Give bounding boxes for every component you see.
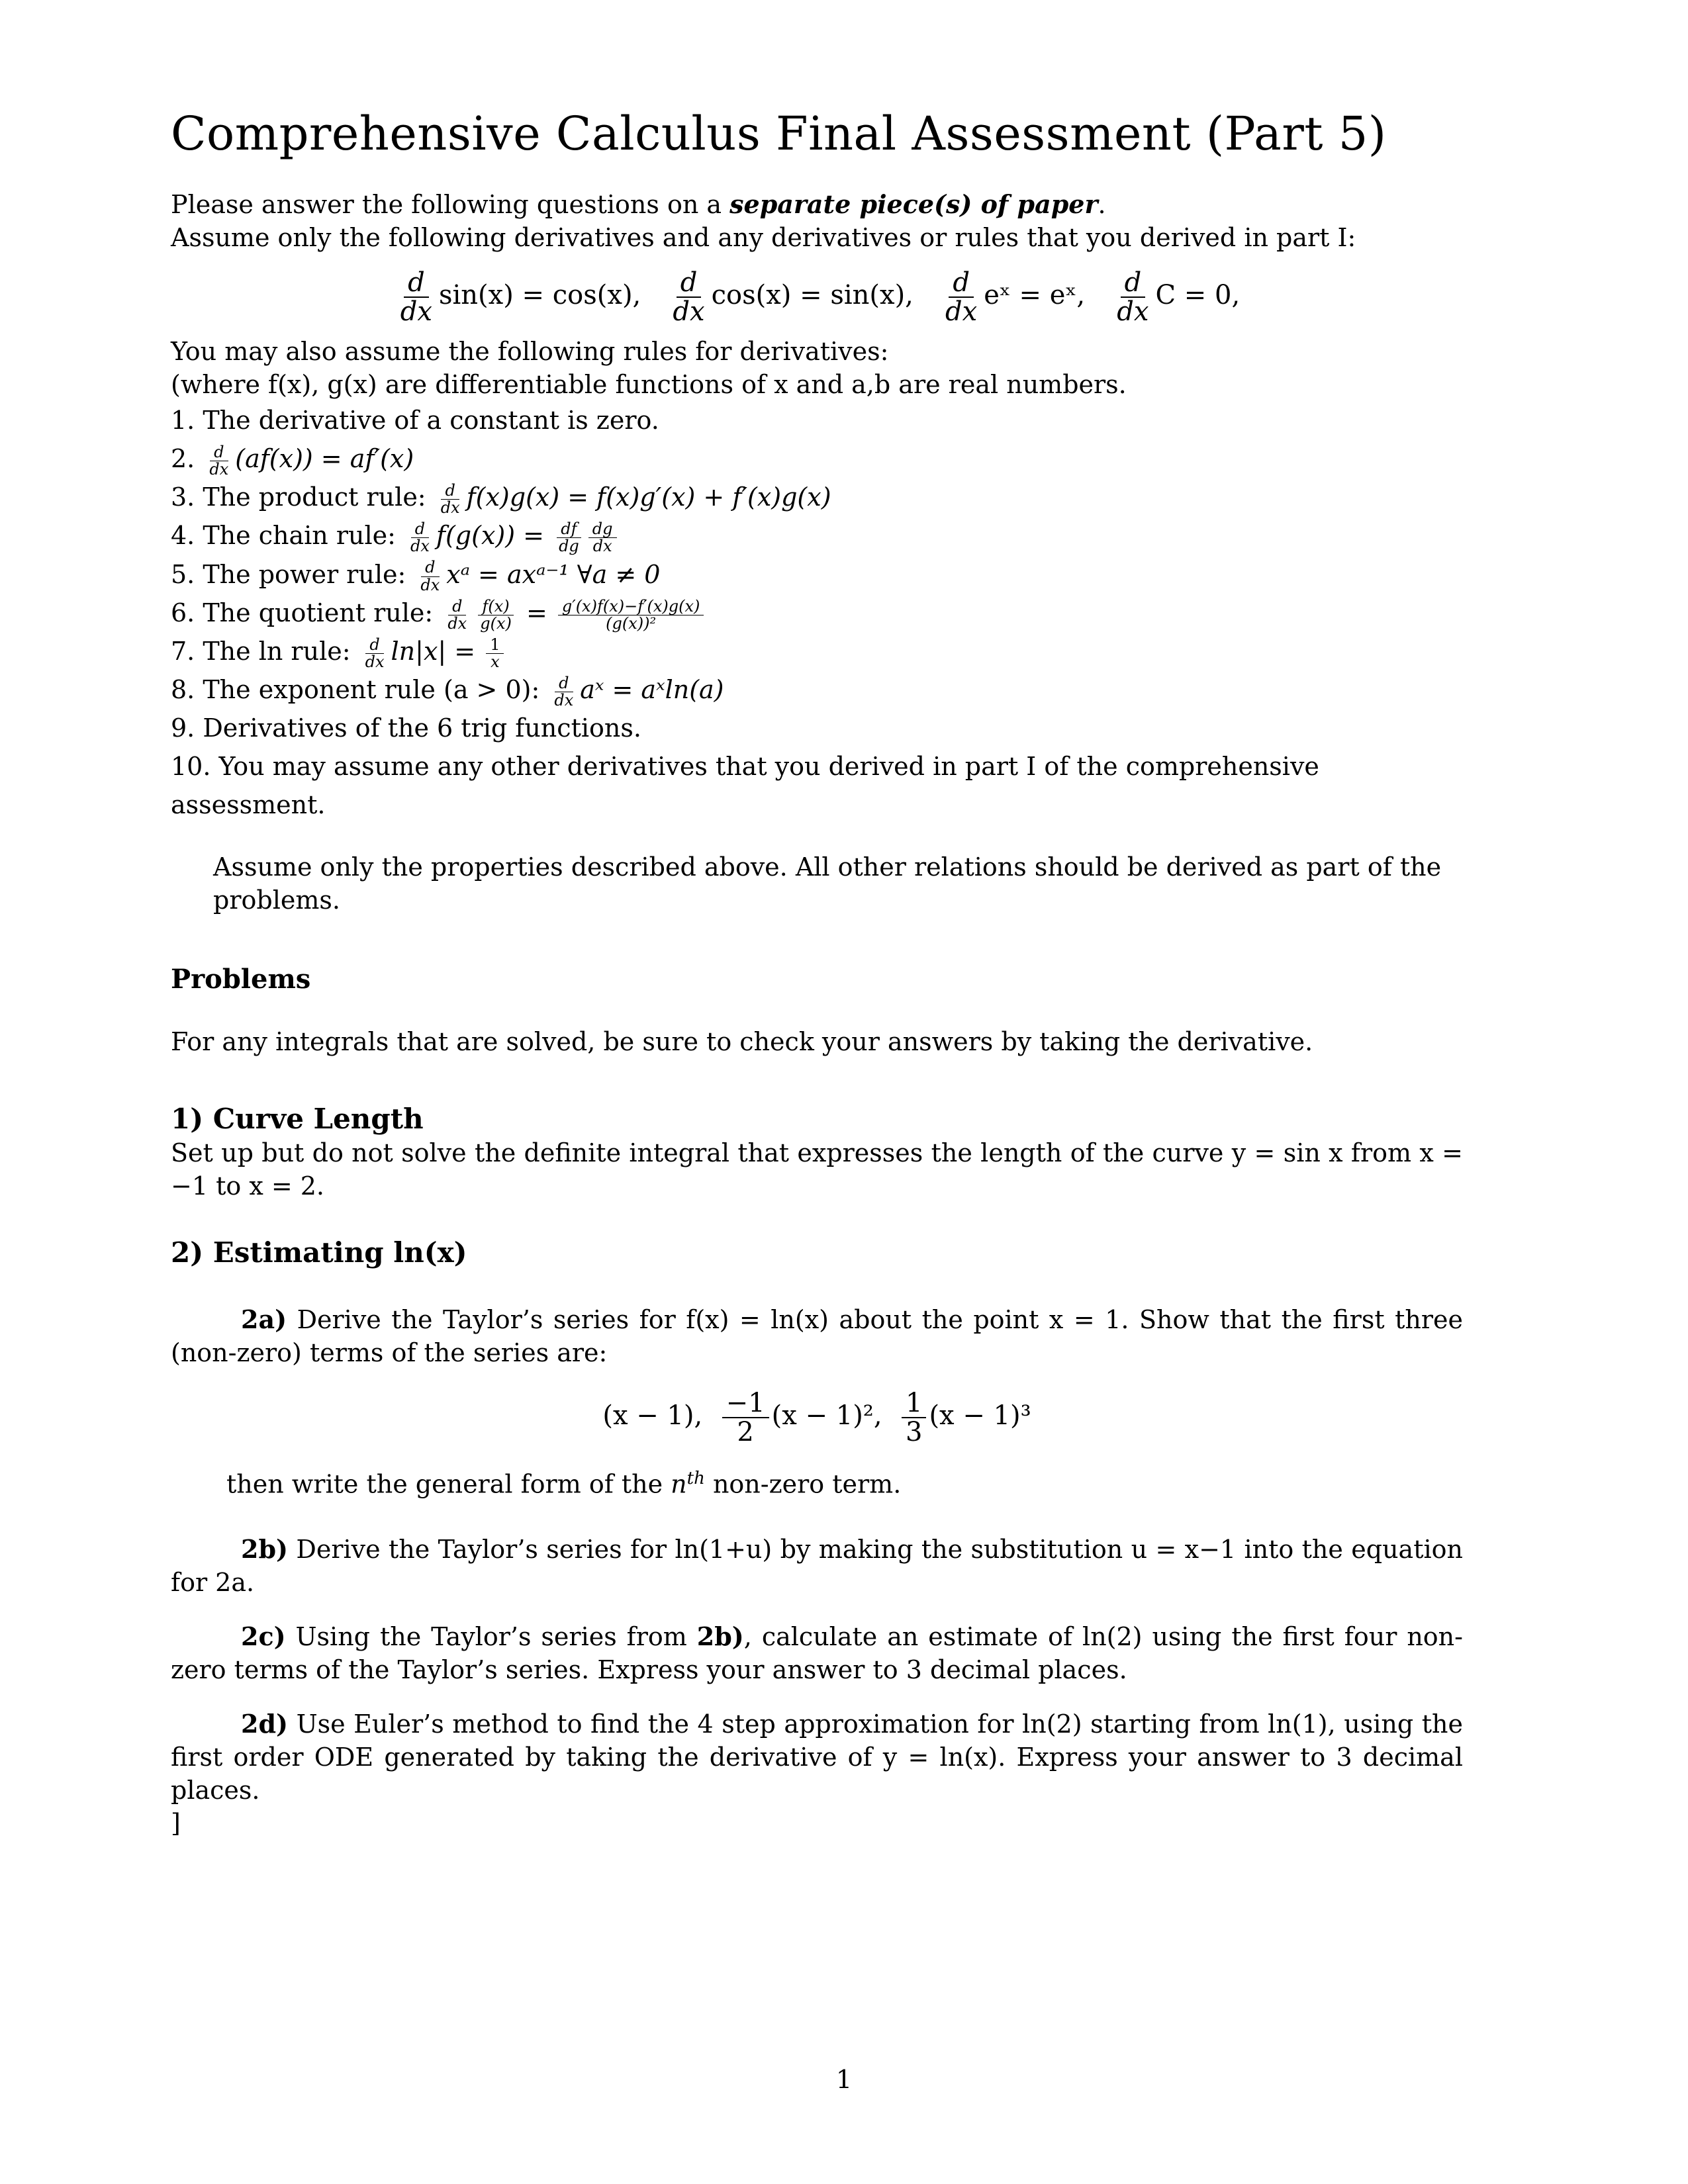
q2a-terms: (x − 1), $\frac{-1}{2}$ (x − 1)², $\frac{1}{3}$ (x − 1)³ [602,1388,1031,1448]
base-derivative-cos: cos(x) = sin(x), [711,280,914,310]
rule-4-chain: 4. The chain rule: $\frac{d}{dx}$ f(g(x)) = $\frac{df}{dg}$ $\frac{dg}{dx}$ [171,516,1463,555]
rule-6-quotient: 6. The quotient rule: $\frac{d}{dx}$ $\frac{f(x)}{g(x)}$ = $\frac{g'(x)f(x)-f'(x)g(x)}{\text{(g(x))²}}$ [171,594,1463,632]
derivative-operator: $\frac{d}{dx}$ [945,267,978,327]
rules-intro-1: You may also assume the following rules for derivatives: [171,337,889,366]
rule-10: 10. You may assume any other derivatives that you derived in part I of the comprehensive assessment. [171,752,1319,820]
assume-note: Assume only the properties described above. All other relations should be derived as part of the problems. [213,852,1442,915]
derivative-operator: $\frac{d}{dx}$ [673,267,705,327]
rule-9: 9. Derivatives of the 6 trig functions. [171,713,641,743]
base-derivative-sin: sin(x) = cos(x), [438,280,641,310]
base-derivatives [171,269,1463,326]
document-title: Comprehensive Calculus Final Assessment (Part 5) [171,107,1387,161]
rule-1: 1. The derivative of a constant is zero. [171,406,659,435]
rule-8-exponent: 8. The exponent rule (a > 0): $\frac{d}{dx}$ aˣ = aˣln(a) [171,673,724,710]
intro-line-1: Please answer the following questions on a separate piece(s) of paper. [171,189,1106,219]
base-derivative-const: C = 0, [1155,280,1241,310]
q2c-text: 2c) Using the Taylor’s series from 2b), calculate an estimate of ln(2) using the first four non-zero terms of the Taylor’s series. Express your answer to 3 decimal places. [171,1621,1463,1684]
problems-heading: Problems [171,964,311,995]
rule-2: 2. $\frac{d}{dx}$ (af(x)) = af′(x) [171,442,414,478]
rules-intro-2: (where f(x), g(x) are differentiable functions of x and a,b are real numbers. [171,370,1127,399]
q2a-followup: then write the general form of the $n^{th}$ non-zero term. [226,1469,902,1499]
page-number: 1 [835,2065,853,2094]
q1-heading: 1) Curve Length [171,1103,424,1136]
q2-heading: 2) Estimating ln(x) [171,1236,467,1269]
rules-list [171,401,1463,824]
base-derivative-exp: eˣ = eˣ, [984,280,1086,310]
q1-text: Set up but do not solve the definite integral that expresses the length of the curve y = sin x from x = −1 to x = 2. [171,1138,1463,1201]
document-page [171,106,1463,1840]
intro-line-2: Assume only the following derivatives and any derivatives or rules that you derived in part I: [171,223,1356,252]
stray-bracket: ] [171,1808,181,1838]
rule-5-power: 5. The power rule: $\frac{d}{dx}$ xᵃ = axᵃ⁻¹ ∀a ≠ 0 [171,558,661,594]
rule-3-product: 3. The product rule: $\frac{d}{dx}$ f(x)g(x) = f(x)g′(x) + f′(x)g(x) [171,481,831,518]
emphasis-separate-paper: separate piece(s) of paper [729,189,1098,219]
q2b-text: 2b) Derive the Taylor’s series for ln(1+u) by making the substitution u = x−1 into the equation for 2a. [171,1533,1463,1597]
derivative-operator: $\frac{d}{dx}$ [400,267,432,327]
derivative-operator: $\frac{d}{dx}$ [1117,267,1149,327]
q2a-text: 2a) Derive the Taylor’s series for f(x) = ln(x) about the point x = 1. Show that the first three (non-zero) terms of the series are: [171,1304,1463,1368]
rule-7-ln: 7. The ln rule: $\frac{d}{dx}$ ln|x| = $\frac{1}{x}$ [171,632,1463,670]
integrals-note: For any integrals that are solved, be sure to check your answers by taking the derivative. [171,1027,1313,1057]
q2d-text: 2d) Use Euler’s method to find the 4 step approximation for ln(2) starting from ln(1), using the first order ODE generated by taking the derivative of y = ln(x). Express your answer to 3 decimal places. [171,1708,1463,1805]
